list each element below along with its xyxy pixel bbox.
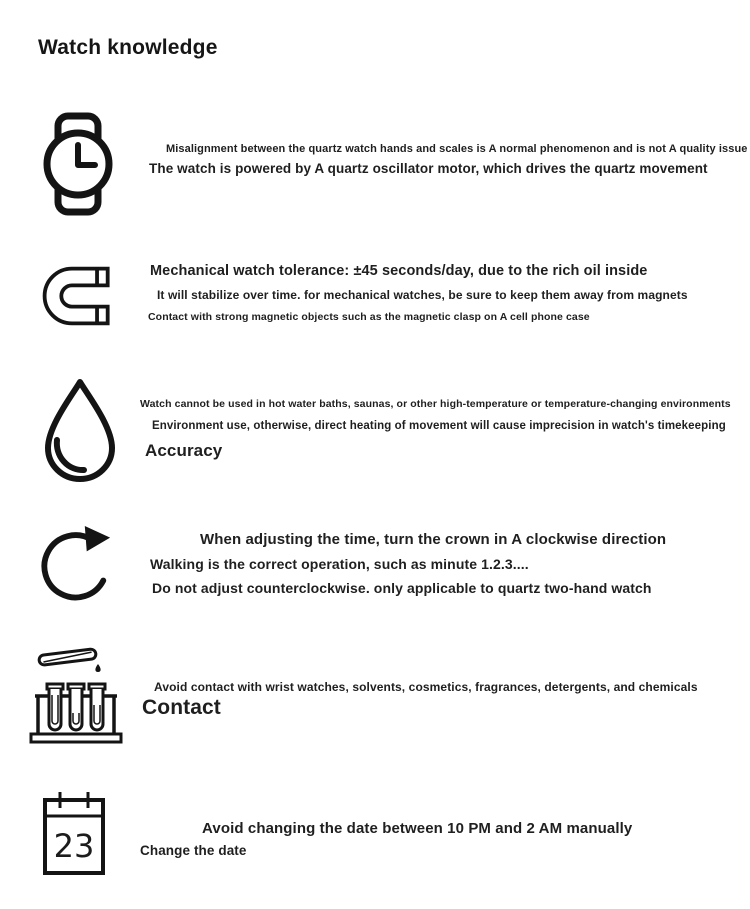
calendar-day-number: 23 (53, 827, 95, 865)
section-quartz-movement (0, 112, 750, 224)
water-drop-icon (40, 378, 120, 482)
note-turn-crown: When adjusting the time, turn the crown in A clockwise direction (200, 531, 667, 548)
section-temperature-accuracy (0, 377, 750, 485)
note-no-counterclockwise: Do not adjust counterclockwise. only applicable to quartz two-hand watch (152, 580, 652, 596)
label-contact: Contact (142, 696, 221, 719)
note-magnetic-objects: Contact with strong magnetic objects such as the magnetic clasp on A cell phone case (148, 311, 590, 323)
note-avoid-date-change: Avoid changing the date between 10 PM and 2 AM manually (202, 820, 633, 837)
note-quartz-power: The watch is powered by A quartz oscillator motor, which drives the quartz movement (149, 161, 708, 176)
clockwise-arrow-icon (40, 522, 114, 604)
note-avoid-chemicals: Avoid contact with wrist watches, solvents, cosmetics, fragrances, detergents, and chemicals (154, 680, 698, 694)
section-date-change (0, 790, 750, 882)
page-title: Watch knowledge (38, 36, 218, 59)
magnet-icon (37, 263, 113, 329)
note-hot-water: Watch cannot be used in hot water baths, saunas, or other high-temperature or temperature-changing environments (140, 398, 731, 410)
note-heat-imprecision: Environment use, otherwise, direct heating of movement will cause imprecision in watch's timekeeping (152, 420, 726, 432)
section-chemical-contact (0, 643, 750, 749)
note-mechanical-tolerance: Mechanical watch tolerance: ±45 seconds/day, due to the rich oil inside (150, 263, 648, 279)
note-quartz-misalignment: Misalignment between the quartz watch hands and scales is A normal phenomenon and is not A quality issue (166, 143, 748, 155)
label-change-the-date: Change the date (140, 843, 247, 858)
section-magnetism (0, 262, 750, 342)
section-clockwise-adjustment (0, 520, 750, 610)
note-correct-operation: Walking is the correct operation, such as minute 1.2.3.... (150, 556, 529, 572)
label-accuracy: Accuracy (145, 441, 223, 460)
note-magnet-warning: It will stabilize over time. for mechanical watches, be sure to keep them away from magnets (157, 288, 688, 302)
wristwatch-icon (42, 112, 114, 216)
test-tubes-icon (28, 643, 124, 746)
calendar-icon (42, 790, 106, 876)
